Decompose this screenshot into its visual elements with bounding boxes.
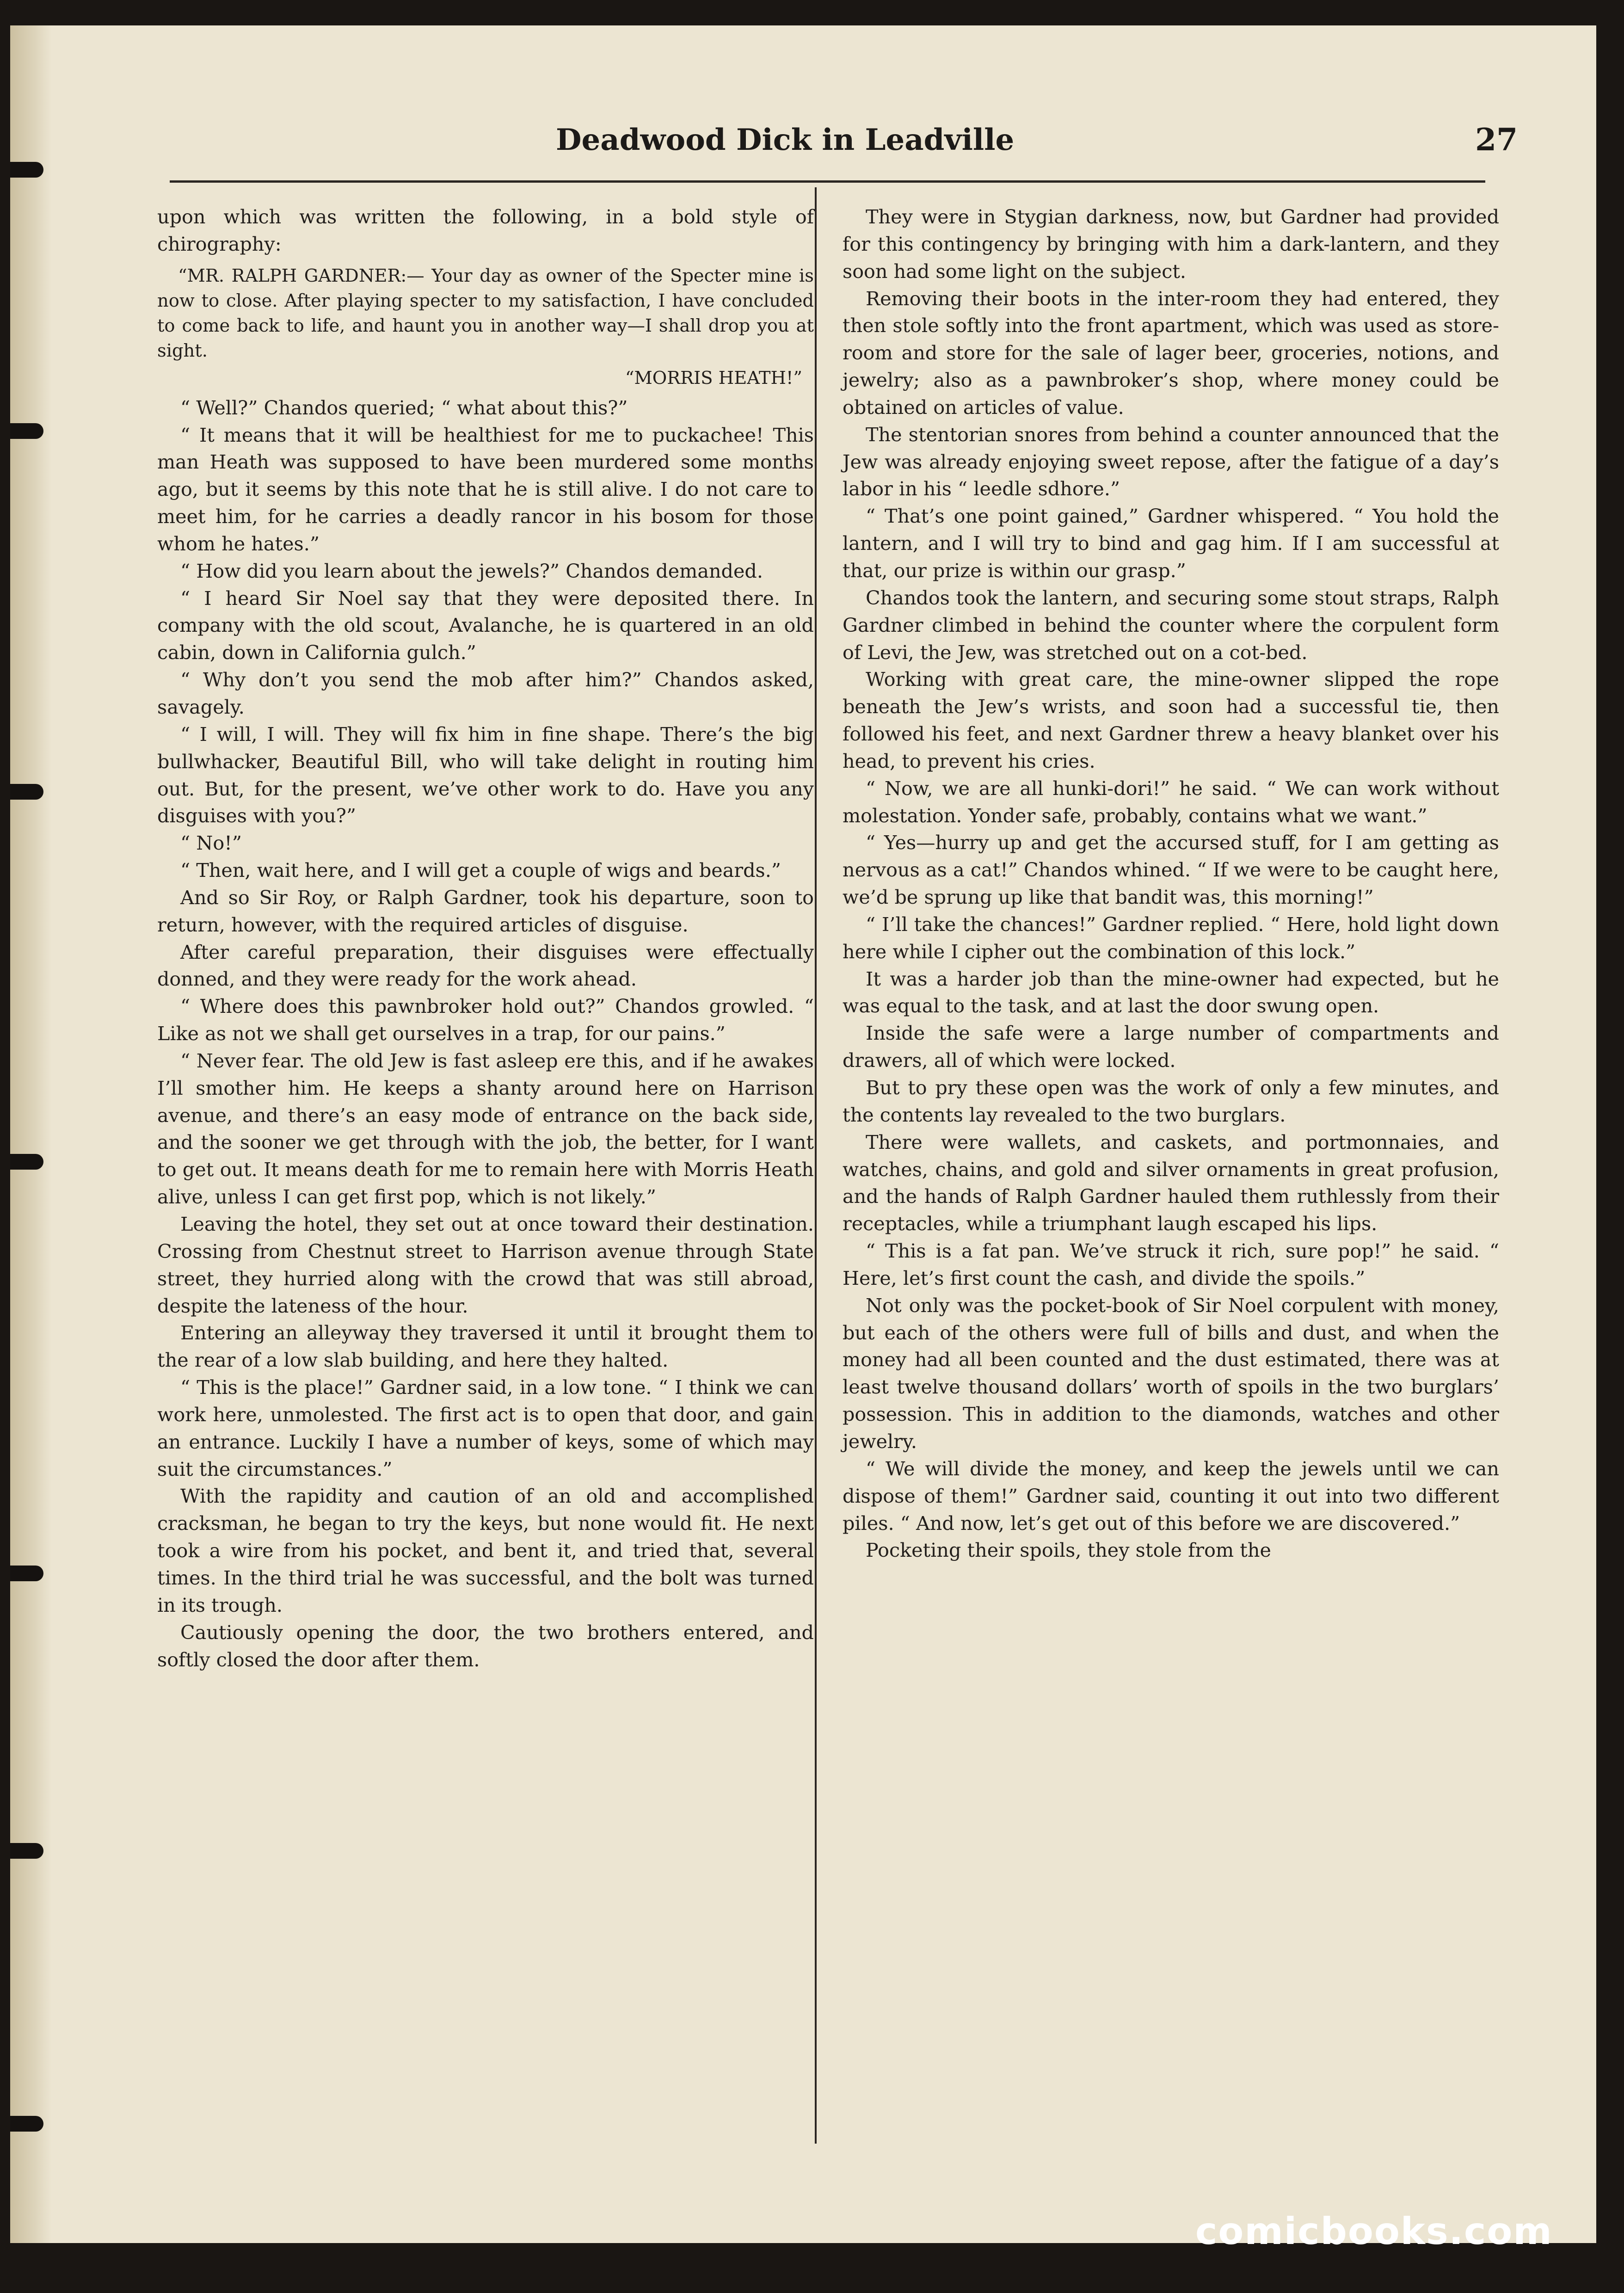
paragraph: After careful preparation, their disguises were effectually donned, and they were ready for the work ahead. [157, 941, 814, 991]
binding-hole [10, 1843, 43, 1859]
left-column [157, 203, 814, 1673]
paragraph: Leaving the hotel, they set out at once toward their destination. Crossing from Chestnut street to Harrison avenue through State street, they hurried along with the crowd that was still abroad, despite the lateness of the hour. [157, 1213, 814, 1317]
paragraph: There were wallets, and caskets, and portmonnaies, and watches, chains, and gold and silver ornaments in great profusion, and the hands of Ralph Gardner hauled them ruthlessly from their receptacles, while a triumphant laugh escaped his lips. [843, 1131, 1499, 1235]
note-text: “MR. RALPH GARDNER:— Your day as owner of the Specter mine is now to close. After playing specter to my satisfaction, I have concluded to come back to life, and haunt you in another way—I shall drop you at sight. [157, 265, 814, 362]
paragraph: Working with great care, the mine-owner slipped the rope beneath the Jew’s wrists, and soon had a successful tie, then followed his feet, and next Gardner threw a heavy blanket over his head, to prevent his cries. [843, 668, 1499, 772]
paragraph: “ Where does this pawnbroker hold out?” Chandos growled. “ Like as not we shall get ourselves in a trap, for our pains.” [157, 995, 814, 1045]
paragraph: The stentorian snores from behind a counter announced that the Jew was already enjoying sweet repose, after the fatigue of a day’s labor in his “ leedle sdhore.” [843, 423, 1499, 500]
paragraph: But to pry these open was the work of only a few minutes, and the contents lay revealed to the two burglars. [843, 1077, 1499, 1126]
paragraph: upon which was written the following, in a bold style of chirography: [157, 206, 814, 255]
paragraph: “ This is the place!” Gardner said, in a low tone. “ I think we can work here, unmolested. The first act is to open that door, and gain an entrance. Luckily I have a number of keys, some of which may suit the circumstances.” [157, 1376, 814, 1480]
binding-hole [10, 162, 43, 178]
paragraph: “ Why don’t you send the mob after him?” Chandos asked, savagely. [157, 669, 814, 718]
paragraph: “ Yes—hurry up and get the accursed stuff, for I am getting as nervous as a cat!” Chandos whined. “ If we were to be caught here, we’d be sprung up like that bandit was, this morning!” [843, 832, 1499, 909]
paragraph: “ This is a fat pan. We’ve struck it rich, sure pop!” he said. “ Here, let’s first count the cash, and divide the spoils.” [843, 1240, 1499, 1289]
paragraph: “ Never fear. The old Jew is fast asleep ere this, and if he awakes I’ll smother him. He keeps a shanty around here on Harrison avenue, and there’s an easy mode of entrance on the back side, and the sooner we get through with the job, the better, for I want to get out. It means death for me to remain here with Morris Heath alive, unless I can get first pop, which is not likely.” [157, 1049, 814, 1208]
paragraph: And so Sir Roy, or Ralph Gardner, took his departure, soon to return, however, with the required articles of disguise. [157, 886, 814, 936]
paragraph: “ I heard Sir Noel say that they were deposited there. In company with the old scout, Avalanche, he is quartered in an old cabin, down in California gulch.” [157, 587, 814, 664]
paragraph: “ We will divide the money, and keep the jewels until we can dispose of them!” Gardner said, counting it out into two different piles. “ And now, let’s get out of this before we are discovered.” [843, 1457, 1499, 1535]
paragraph: Inside the safe were a large number of compartments and drawers, all of which were locked. [843, 1022, 1499, 1072]
paragraph: “ I’ll take the chances!” Gardner replied. “ Here, hold light down here while I cipher out the combination of this lock.” [843, 913, 1499, 963]
paragraph: They were in Stygian darkness, now, but Gardner had provided for this contingency by bringing with him a dark-lantern, and they soon had some light on the subject. [843, 206, 1499, 283]
page-binding-edge [10, 25, 52, 2243]
paragraph: “ It means that it will be healthiest for me to puckachee! This man Heath was supposed to have been murdered some months ago, but it seems by this note that he is still alive. I do not care to meet him, for he carries a deadly rancor in his bosom for those whom he hates.” [157, 424, 814, 555]
paragraph: “ That’s one point gained,” Gardner whispered. “ You hold the lantern, and I will try to bind and gag him. If I am successful at that, our prize is within our grasp.” [843, 505, 1499, 582]
binding-hole [10, 1154, 43, 1170]
paragraph: It was a harder job than the mine-owner had expected, but he was equal to the task, and at last the door swung open. [843, 968, 1499, 1017]
watermark-text: comicbooks.com [1195, 2210, 1553, 2253]
running-header-title: Deadwood Dick in Leadville [556, 123, 1015, 157]
binding-hole [10, 1566, 43, 1581]
binding-hole [10, 423, 43, 439]
paragraph: Pocketing their spoils, they stole from the [866, 1539, 1271, 1562]
page-number: 27 [1475, 122, 1518, 158]
column-divider [815, 187, 817, 2144]
paragraph: “ Well?” Chandos queried; “ what about this?” [180, 396, 628, 419]
paragraph: “ Now, we are all hunki-dori!” he said. “ We can work without molestation. Yonder safe, probably, contains what we want.” [843, 777, 1499, 827]
paragraph: “ How did you learn about the jewels?” Chandos demanded. [180, 560, 763, 582]
binding-hole [10, 2116, 43, 2132]
paragraph: “ Then, wait here, and I will get a couple of wigs and beards.” [180, 859, 781, 882]
header-rule [170, 180, 1485, 183]
paragraph: Removing their boots in the inter-room they had entered, they then stole softly into the front apartment, which was used as store-room and store for the sale of lager beer, groceries, notions, and jewelry; also as a pawnbroker’s shop, where money could be obtained on articles of value. [843, 287, 1499, 419]
paragraph: Not only was the pocket-book of Sir Noel corpulent with money, but each of the others were full of bills and dust, and when the money had all been counted and the dust estimated, there was at least twelve thousand dollars’ worth of spoils in the two burglars’ possession. This in addition to the diamonds, watches and other jewelry. [843, 1294, 1499, 1453]
book-page [10, 25, 1596, 2243]
binding-hole [10, 784, 43, 800]
paragraph: “ No!” [180, 832, 242, 855]
paragraph: Chandos took the lantern, and securing some stout straps, Ralph Gardner climbed in behind the counter where the corpulent form of Levi, the Jew, was stretched out on a cot-bed. [843, 586, 1499, 664]
paragraph: Cautiously opening the door, the two brothers entered, and softly closed the door after them. [157, 1621, 814, 1671]
paragraph: “ I will, I will. They will fix him in fine shape. There’s the big bullwhacker, Beautiful Bill, who will take delight in routing him out. But, for the present, we’ve other work to do. Have you any disguises with you?” [157, 723, 814, 827]
note-signature: “MORRIS HEATH!” [625, 367, 802, 388]
right-column [843, 203, 1499, 1564]
paragraph: Entering an alleyway they traversed it until it brought them to the rear of a low slab building, and here they halted. [157, 1322, 814, 1372]
paragraph: With the rapidity and caution of an old and accomplished cracksman, he began to try the keys, but none would fit. He next took a wire from his pocket, and bent it, and tried that, several times. In the third trial he was successful, and the bolt was turned in its trough. [157, 1485, 814, 1616]
